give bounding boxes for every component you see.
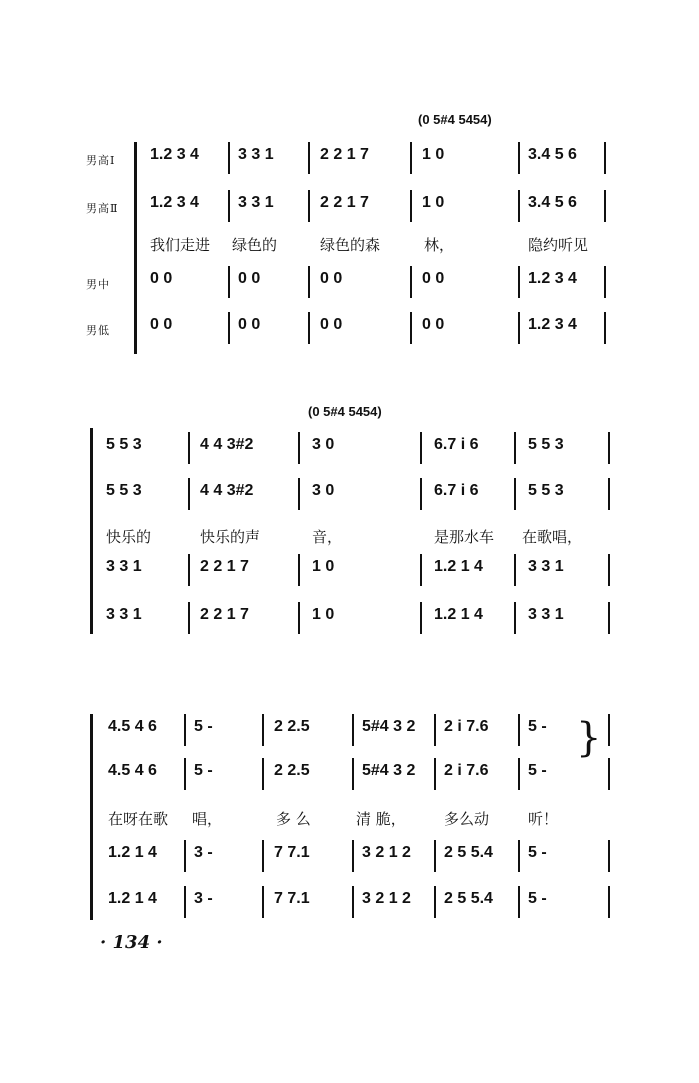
measure: 0 0 [320,270,343,287]
voice-row-tenor-2 [0,188,699,228]
barline [518,142,520,174]
measure: 3 2 1 2 [362,844,411,861]
barline [420,602,422,634]
barline [514,554,516,586]
voice-label: 男高Ⅰ [86,154,116,167]
lyric: 我们走进 [150,236,211,254]
measure: 0 0 [238,270,261,287]
voice-row-2 [0,756,699,796]
barline [184,840,186,872]
measure: 3 2 1 2 [362,890,411,907]
barline [308,312,310,344]
barline [410,312,412,344]
barline [608,602,610,634]
measure: 3 3 1 [528,606,564,623]
measure: 3 0 [312,482,335,499]
barline [184,714,186,746]
measure: 3.4 5 6 [528,146,577,163]
barline [518,714,520,746]
measure: 0 0 [422,270,445,287]
barline [420,554,422,586]
barline [420,432,422,464]
measure: 0 0 [320,316,343,333]
barline [188,478,190,510]
lyric: 是那水车 [434,528,495,546]
measure: 5 5 3 [106,482,142,499]
barline [228,312,230,344]
voice-row-baritone [0,264,699,304]
lyric: 多 么 [276,810,311,828]
measure: 3 - [194,844,213,861]
instrumental-intro: (0 5#4 5454) [418,112,492,127]
measure: 0 0 [150,316,173,333]
measure: 2 2.5 [274,718,310,735]
voice-label: 男中 [86,278,110,291]
barline [352,886,354,918]
measure: 0 0 [422,316,445,333]
barline [228,142,230,174]
lyrics-row [0,224,699,264]
repeat-brace: } [576,715,602,761]
barline [518,312,520,344]
measure: 3 - [194,890,213,907]
measure: 2 5 5.4 [444,844,493,861]
barline [608,432,610,464]
measure: 6.7 i 6 [434,436,479,453]
measure: 2 5 5.4 [444,890,493,907]
voice-row-4 [0,884,699,924]
voice-row-bass [0,310,699,350]
measure: 1.2 1 4 [108,844,157,861]
measure: 7 7.1 [274,844,310,861]
barline [308,190,310,222]
barline [308,266,310,298]
measure: 2 2.5 [274,762,310,779]
barline [608,840,610,872]
lyric: 快乐的声 [200,528,261,546]
measure: 3 0 [312,436,335,453]
lyric: 唱， [192,810,223,828]
voice-row-3 [0,838,699,878]
measure: 1.2 3 4 [150,194,199,211]
barline [604,190,606,222]
lyric: 绿色的森 [320,236,381,254]
voice-label: 男高Ⅱ [86,202,119,215]
measure: 5#4 3 2 [362,718,416,735]
barline [228,266,230,298]
lyric: 绿色的 [232,236,278,254]
barline [352,840,354,872]
barline [352,758,354,790]
measure: 5 5 3 [528,482,564,499]
voice-row-tenor-1 [0,140,699,180]
barline [514,478,516,510]
barline [604,266,606,298]
measure: 4.5 4 6 [108,718,157,735]
barline [518,886,520,918]
measure: 3 3 1 [106,558,142,575]
barline [188,432,190,464]
lyric: 林， [424,236,455,254]
lyric: 在呀在歌 [108,810,169,828]
barline [262,886,264,918]
barline [518,266,520,298]
measure: 7 7.1 [274,890,310,907]
measure: 1 0 [312,606,335,623]
barline [608,714,610,746]
barline [410,190,412,222]
measure: 5 - [194,762,213,779]
barline [188,602,190,634]
measure: 1.2 1 4 [434,558,483,575]
measure: 1.2 1 4 [108,890,157,907]
barline [604,142,606,174]
measure: 2 2 1 7 [200,606,249,623]
measure: 1.2 3 4 [528,316,577,333]
measure: 4.5 4 6 [108,762,157,779]
barline [184,758,186,790]
lyrics-row [0,798,699,838]
voice-label: 男低 [86,324,110,337]
measure: 4 4 3#2 [200,436,254,453]
lyric: 快乐的 [106,528,152,546]
barline [514,432,516,464]
barline [188,554,190,586]
measure: 5 - [194,718,213,735]
measure: 6.7 i 6 [434,482,479,499]
barline [184,886,186,918]
barline [298,554,300,586]
barline [410,142,412,174]
measure: 4 4 3#2 [200,482,254,499]
barline [608,886,610,918]
measure: 3.4 5 6 [528,194,577,211]
barline [262,840,264,872]
measure: 1 0 [422,146,445,163]
lyric: 音， [312,528,343,546]
barline [434,840,436,872]
lyric: 隐约听见 [528,236,589,254]
barline [298,478,300,510]
barline [608,554,610,586]
instrumental-intro: (0 5#4 5454) [308,404,382,419]
barline [434,714,436,746]
lyric: 听！ [528,810,559,828]
measure: 5 - [528,762,547,779]
measure: 5 - [528,718,547,735]
barline [608,758,610,790]
barline [298,432,300,464]
measure: 5 5 3 [528,436,564,453]
barline [518,758,520,790]
measure: 0 0 [150,270,173,287]
measure: 2 2 1 7 [200,558,249,575]
barline [420,478,422,510]
barline [262,714,264,746]
lyric: 在歌唱， [522,528,583,546]
barline [228,190,230,222]
measure: 2 2 1 7 [320,146,369,163]
measure: 2 i 7.6 [444,762,489,779]
measure: 1.2 1 4 [434,606,483,623]
barline [604,312,606,344]
lyric: 清 脆， [356,810,406,828]
lyrics-row [0,516,699,556]
voice-row-2 [0,476,699,516]
measure: 5#4 3 2 [362,762,416,779]
lyric: 多么动 [444,810,490,828]
measure: 3 3 1 [528,558,564,575]
page-number: · 134 · [100,932,163,953]
measure: 5 - [528,890,547,907]
measure: 5 - [528,844,547,861]
measure: 3 3 1 [238,146,274,163]
barline [298,602,300,634]
measure: 1.2 3 4 [528,270,577,287]
measure: 3 3 1 [106,606,142,623]
barline [352,714,354,746]
voice-row-4 [0,600,699,640]
barline [434,886,436,918]
measure: 2 2 1 7 [320,194,369,211]
barline [262,758,264,790]
voice-row-3 [0,552,699,592]
barline [518,840,520,872]
voice-row-1 [0,430,699,470]
barline [514,602,516,634]
barline [518,190,520,222]
barline [410,266,412,298]
measure: 5 5 3 [106,436,142,453]
measure: 1 0 [422,194,445,211]
measure: 3 3 1 [238,194,274,211]
barline [434,758,436,790]
measure: 1.2 3 4 [150,146,199,163]
measure: 2 i 7.6 [444,718,489,735]
measure: 1 0 [312,558,335,575]
measure: 0 0 [238,316,261,333]
barline [308,142,310,174]
barline [608,478,610,510]
